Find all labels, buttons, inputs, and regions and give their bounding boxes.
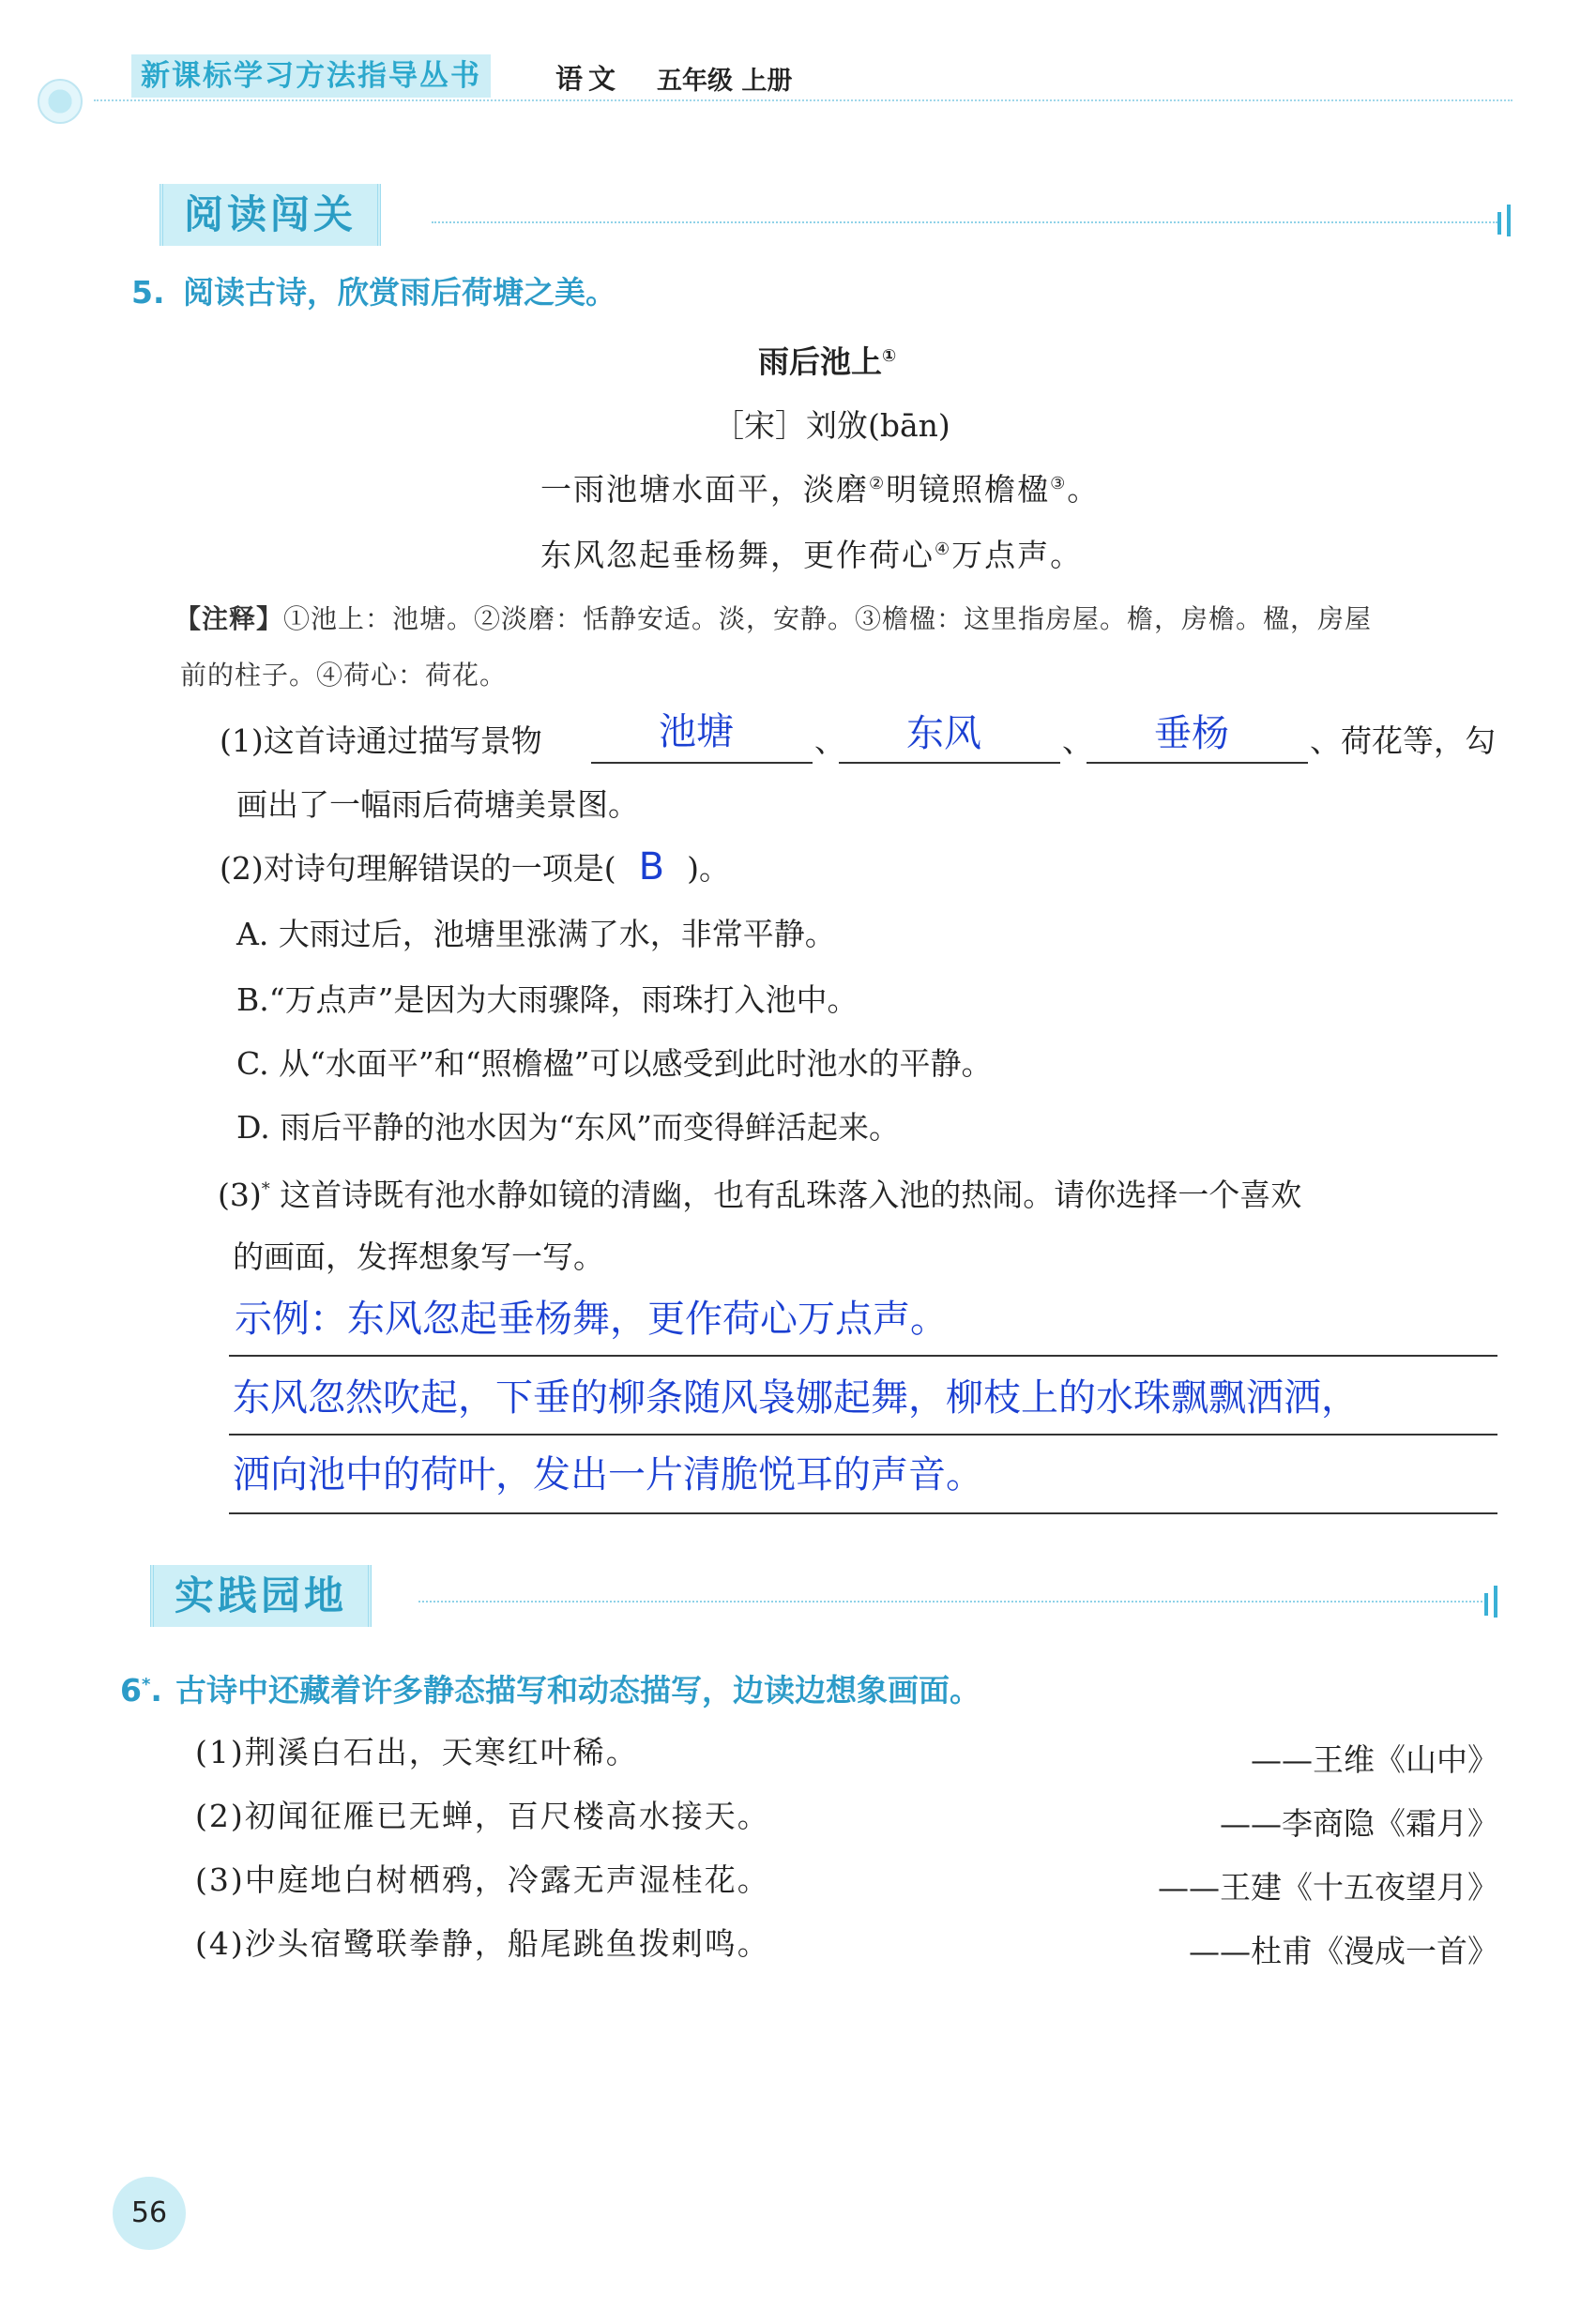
subject-label: 语文 (555, 63, 622, 95)
q5-sub2-answer: B (638, 845, 665, 889)
section-rule (432, 221, 1497, 223)
answer-line (229, 1512, 1497, 1514)
section-rule-end (1494, 1586, 1497, 1618)
poem-source-2: ——李商隐《霜月》 (1220, 1805, 1498, 1842)
poem-line-2: 东风忽起垂杨舞，更作荷心④万点声。 (540, 537, 1084, 573)
question-number: 6 (120, 1672, 142, 1709)
notes-line-2: 前的柱子。④荷心：荷花。 (180, 660, 508, 691)
option-a: A. 大雨过后，池塘里涨满了水，非常平静。 (236, 916, 836, 952)
poem-item-2: (2)初闻征雁已无蝉，百尺楼高水接天。 (195, 1798, 770, 1834)
section-rule-end (1507, 205, 1511, 236)
section-rule (418, 1601, 1482, 1603)
q5-sub1-text: (1)这首诗通过描写景物 (220, 722, 542, 759)
q5-sub2-text: (2)对诗句理解错误的一项是( B )。 (220, 845, 730, 889)
poem-source-4: ——杜甫《漫成一首》 (1189, 1933, 1498, 1969)
poem-line-1: 一雨池塘水面平，淡磨②明镜照檐楹③。 (540, 471, 1101, 508)
q5-sub3-continuation: 的画面，发挥想象写一写。 (233, 1238, 604, 1275)
question-number: 5. (131, 274, 165, 311)
notes-line-1: 【注释】①池上：池塘。②淡磨：恬静安适。淡，安静。③檐楹：这里指房屋。檐，房檐。楹，房屋 (175, 603, 1373, 634)
section-rule-end (1497, 212, 1501, 235)
question-prompt: 古诗中还藏着许多静态描写和动态描写，边读边想象画面。 (175, 1672, 980, 1709)
section-rule-end (1484, 1593, 1488, 1616)
separator: 、 (1062, 722, 1093, 759)
poem-source-1: ——王维《山中》 (1251, 1741, 1498, 1778)
page-number: 56 (113, 2177, 186, 2250)
poem-source-3: ——王建《十五夜望月》 (1158, 1869, 1498, 1906)
q5-sub1-tail: 、荷花等，勾 (1310, 722, 1496, 759)
section-title-practice: 实践园地 (150, 1565, 372, 1627)
answer-blank-1[interactable]: 池塘 (591, 721, 813, 764)
answer-line (229, 1434, 1497, 1436)
answer-blank-2[interactable]: 东风 (839, 721, 1060, 764)
handwritten-answer-line-1: 示例：东风忽起垂杨舞，更作荷心万点声。 (235, 1298, 948, 1341)
grade-label: 五年级 上册 (657, 67, 793, 96)
handwritten-answer-line-3: 洒向池中的荷叶，发出一片清脆悦耳的声音。 (233, 1453, 983, 1496)
q5-sub3-text: (3)* 这首诗既有池水静如镜的清幽，也有乱珠落入池的热闹。请你选择一个喜欢 (218, 1177, 1302, 1213)
option-c: C. 从“水面平”和“照檐楹”可以感受到此时池水的平静。 (236, 1045, 993, 1082)
question-6-heading: 6*. 古诗中还藏着许多静态描写和动态描写，边读边想象画面。 (120, 1672, 980, 1709)
poem-item-1: (1)荆溪白石出，天寒红叶稀。 (195, 1734, 639, 1770)
header-ornament (38, 79, 83, 124)
q5-sub1-continuation: 画出了一幅雨后荷塘美景图。 (236, 786, 639, 823)
poem-title: 雨后池上① (758, 343, 897, 380)
header-rule (94, 99, 1512, 101)
answer-line (229, 1355, 1497, 1357)
separator: 、 (814, 722, 845, 759)
question-5-heading (131, 268, 616, 312)
poem-item-3: (3)中庭地白树栖鸦，冷露无声湿桂花。 (195, 1861, 770, 1898)
option-b: B.“万点声”是因为大雨骤降，雨珠打入池中。 (236, 981, 859, 1018)
handwritten-answer-line-2: 东风忽然吹起，下垂的柳条随风袅娜起舞，柳枝上的水珠飘飘洒洒， (233, 1376, 1359, 1420)
poem-author: ［宋］刘攽(bān) (713, 407, 950, 444)
poem-item-4: (4)沙头宿鹭联拳静，船尾跳鱼拨剌鸣。 (195, 1925, 770, 1962)
option-d: D. 雨后平静的池水因为“东风”而变得鲜活起来。 (236, 1109, 901, 1146)
series-title: 新课标学习方法指导丛书 (131, 54, 491, 98)
answer-blank-3[interactable]: 垂杨 (1087, 721, 1308, 764)
question-prompt: 阅读古诗，欣赏雨后荷塘之美。 (183, 274, 616, 311)
section-title-reading: 阅读闯关 (160, 184, 381, 246)
